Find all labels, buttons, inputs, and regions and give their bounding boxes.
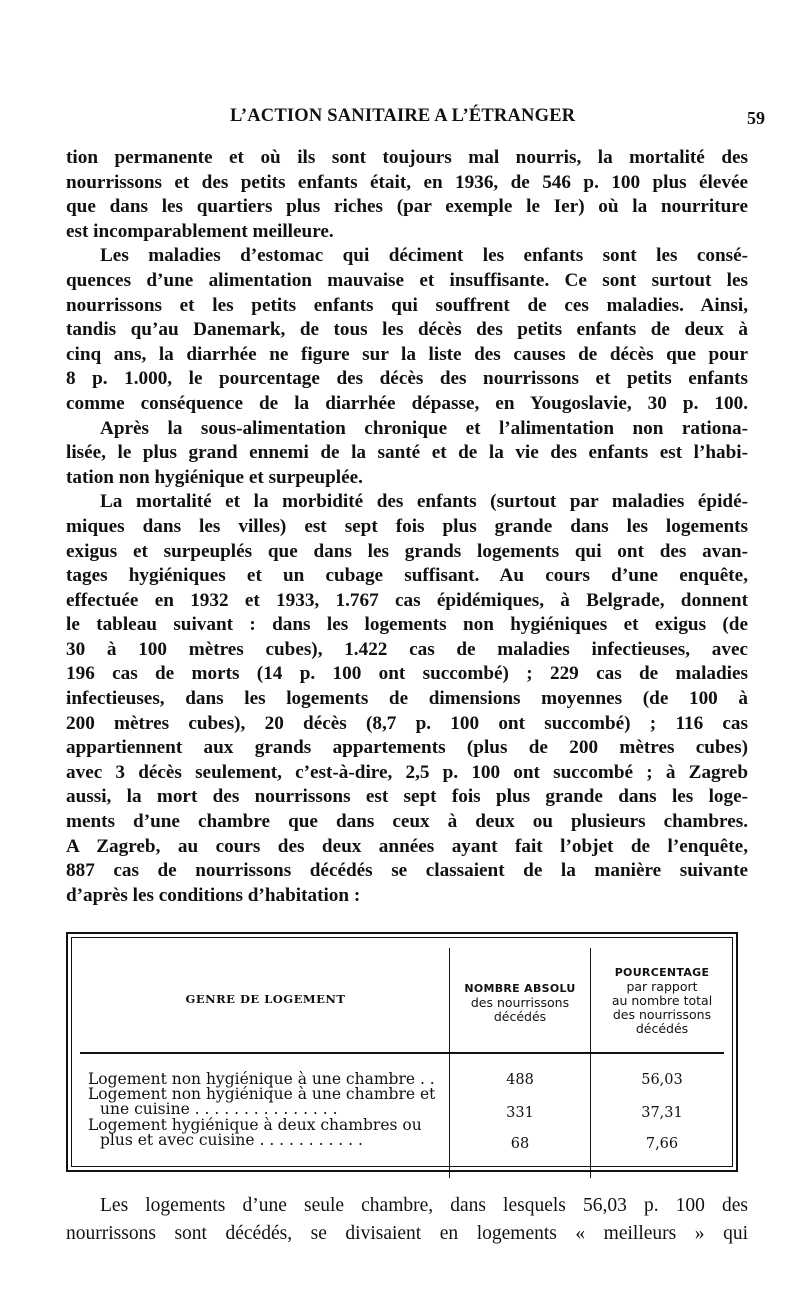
row-label xyxy=(88,1087,446,1117)
text-line: tation non hygiénique et surpeuplée. xyxy=(66,466,363,488)
row-label-line: Logement non hygiénique à une chambre et xyxy=(88,1085,436,1103)
row-label-line: plus et avec cuisine . . . . . . . . . . . xyxy=(100,1131,363,1149)
text-line: miques dans les villes) est sept fois plus grande dans les logements xyxy=(66,515,748,537)
text-line: 8 p. 1.000, le pourcentage des décès des nourrissons et petits enfants xyxy=(66,368,748,390)
header-nombre-line: décédés xyxy=(493,1009,547,1024)
text-line: que dans les quartiers plus riches (par exemple le Ier) où la nourriture xyxy=(66,196,748,218)
row-label-line: Logement non hygiénique à une chambre . . xyxy=(88,1070,435,1088)
text-line: le tableau suivant : dans les logements non hygiéniques et exigus (de xyxy=(66,614,748,636)
row-label-line: une cuisine . . . . . . . . . . . . . . . xyxy=(100,1100,338,1118)
page-number: 59 xyxy=(747,108,765,128)
text-line: Les maladies d’estomac qui déciment les enfants sont les consé- xyxy=(100,245,748,267)
header-rule xyxy=(80,1052,724,1054)
text-line: 887 cas de nourrissons décédés se classaient de la manière suivante xyxy=(66,860,748,882)
text-line: effectuée en 1932 et 1933, 1.767 cas épidémiques, à Belgrade, donnent xyxy=(66,589,748,611)
text-line: appartiennent aux grands appartements (plus de 200 mètres cubes) xyxy=(66,737,748,759)
text-line: 200 mètres cubes), 20 décès (8,7 p. 100 ont succombé) ; 116 cas xyxy=(66,712,748,734)
header-pourcentage-line: décédés xyxy=(635,1021,689,1036)
row-pourcentage: 7,66 xyxy=(645,1136,679,1152)
header-pourcentage-line: des nourrissons xyxy=(612,1007,712,1022)
text-line: tion permanente et où ils sont toujours mal nourris, la mortalité des xyxy=(66,147,748,168)
text-line: 196 cas de morts (14 p. 100 ont succombé) ; 229 cas de maladies xyxy=(66,663,748,685)
running-head xyxy=(0,106,800,134)
text-line: tandis qu’au Danemark, de tous les décès des petits enfants de deux à xyxy=(66,319,748,341)
text-line: Après la sous-alimentation chronique et l’alimentation non rationa- xyxy=(100,417,748,439)
text-line: quences d’une alimentation mauvaise et insuffisante. Ce sont surtout les xyxy=(66,269,748,291)
text-line: La mortalité et la morbidité des enfants (surtout par maladies épidé- xyxy=(100,491,748,513)
header-nombre xyxy=(452,982,588,1024)
text-line: nourrissons et les petits enfants qui souffrent de ces maladies. Ainsi, xyxy=(66,294,748,316)
text-line: 30 à 100 mètres cubes), 1.422 cas de maladies infectieuses, avec xyxy=(66,638,748,660)
text-line: tages hygiéniques et un cubage suffisant. Au cours d’une enquête, xyxy=(66,565,748,587)
text-line: aussi, la mort des nourrissons est sept fois plus grande dans les loge- xyxy=(66,786,748,808)
text-line: d’après les conditions d’habitation : xyxy=(66,884,361,906)
text-line: Les logements d’une seule chambre, dans lesquels 56,03 p. 100 des xyxy=(100,1195,748,1216)
text-line: exigus et surpeuplés que dans les grands logements qui ont des avan- xyxy=(66,540,748,562)
text-line: comme conséquence de la diarrhée dépasse, en Yougoslavie, 30 p. 100. xyxy=(66,392,748,414)
continuation-text xyxy=(66,1192,748,1248)
text-line: infectieuses, dans les logements de dimensions moyennes (de 100 à xyxy=(66,688,748,710)
column-divider xyxy=(449,948,450,1178)
mortality-table xyxy=(66,932,738,1172)
text-line: avec 3 décès seulement, c’est-à-dire, 2,5 p. 100 ont succombé ; à Zagreb xyxy=(66,761,748,783)
column-divider xyxy=(590,948,591,1178)
text-line: lisée, le plus grand ennemi de la santé et de la vie des enfants est l’habi- xyxy=(66,442,748,464)
row-nombre: 68 xyxy=(510,1136,530,1152)
row-pourcentage: 56,03 xyxy=(641,1072,683,1088)
text-line: cinq ans, la diarrhée ne figure sur la liste des causes de décès que pour xyxy=(66,343,748,365)
header-nombre-line: des nourrissons xyxy=(470,995,570,1010)
row-pourcentage: 37,31 xyxy=(641,1105,683,1121)
text-line: nourrissons et des petits enfants était, en 1936, de 546 p. 100 plus élevée xyxy=(66,171,748,193)
header-pourcentage-line: au nombre total xyxy=(611,993,713,1008)
text-line: ments d’une chambre que dans ceux à deux ou plusieurs chambres. xyxy=(66,811,748,833)
body-text xyxy=(66,146,748,908)
text-line: A Zagreb, au cours des deux années ayant fait l’objet de l’enquête, xyxy=(66,835,748,857)
text-line: est incomparablement meilleure. xyxy=(66,220,334,242)
row-nombre: 331 xyxy=(506,1105,534,1121)
row-nombre: 488 xyxy=(506,1072,534,1088)
row-label-line: Logement hygiénique à deux chambres ou xyxy=(88,1116,422,1134)
header-pourcentage-line: par rapport xyxy=(626,979,698,994)
header-pourcentage xyxy=(592,966,732,1036)
header-pourcentage-caps: POURCENTAGE xyxy=(614,966,710,979)
text-line: nourrissons sont décédés, se divisaient en logements « meilleurs » qui xyxy=(66,1223,748,1244)
row-label xyxy=(88,1118,446,1148)
running-title: L’ACTION SANITAIRE A L’ÉTRANGER xyxy=(230,106,576,126)
header-nombre-caps: NOMBRE ABSOLU xyxy=(464,982,576,995)
header-genre: GENRE DE LOGEMENT xyxy=(185,992,346,1006)
